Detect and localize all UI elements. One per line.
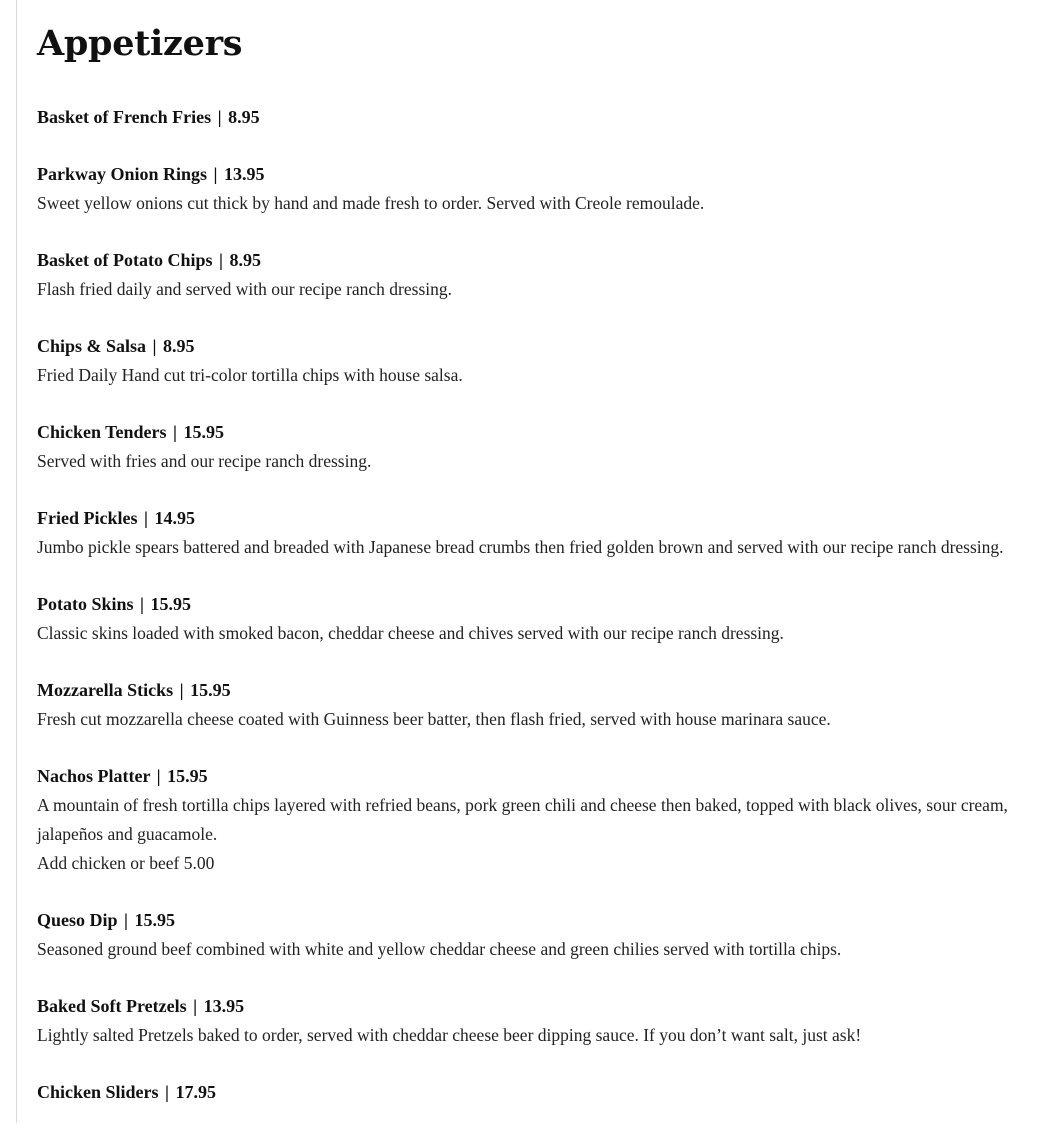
menu-item-name: Chips & Salsa bbox=[37, 336, 147, 356]
menu-item-price: 17.95 bbox=[175, 1082, 216, 1102]
menu-item bbox=[37, 418, 1027, 476]
menu-item bbox=[37, 160, 1027, 218]
menu-item bbox=[37, 103, 1027, 132]
menu-item-heading bbox=[37, 246, 1027, 275]
menu-item-name: Chicken Sliders bbox=[37, 1082, 159, 1102]
menu-item-price: 8.95 bbox=[229, 250, 261, 270]
menu-item-price: 8.95 bbox=[163, 336, 195, 356]
menu-item-description: Seasoned ground beef combined with white and yellow cheddar cheese and green chilies served with tortilla chips. bbox=[37, 939, 842, 959]
menu-item-name: Queso Dip bbox=[37, 910, 118, 930]
menu-item-name: Fried Pickles bbox=[37, 508, 138, 528]
menu-item bbox=[37, 762, 1027, 878]
menu-item-price: 15.95 bbox=[167, 766, 208, 786]
price-separator: | bbox=[124, 910, 128, 930]
price-separator: | bbox=[165, 1082, 169, 1102]
menu-item bbox=[37, 676, 1027, 734]
menu-item-name: Baked Soft Pretzels bbox=[37, 996, 187, 1016]
price-separator: | bbox=[140, 594, 144, 614]
price-separator: | bbox=[217, 107, 222, 127]
menu-item-price: 15.95 bbox=[150, 594, 191, 614]
price-separator: | bbox=[143, 508, 148, 528]
menu-item-heading bbox=[37, 590, 1027, 619]
price-separator: | bbox=[156, 766, 161, 786]
price-separator: | bbox=[173, 422, 178, 442]
menu-item-price: 8.95 bbox=[228, 107, 260, 127]
menu-item-heading bbox=[37, 992, 1027, 1021]
menu-item-heading bbox=[37, 1078, 1027, 1107]
menu-item-description: Served with fries and our recipe ranch dressing. bbox=[37, 451, 372, 471]
menu-item bbox=[37, 906, 1027, 964]
menu-item-heading bbox=[37, 906, 1027, 935]
menu-item-description: A mountain of fresh tortilla chips layered with refried beans, pork green chili and cheese then baked, topped with black olives, sour cream, jalapeños and guacamole. bbox=[37, 795, 1008, 844]
menu-item-description: Fresh cut mozzarella cheese coated with Guinness beer batter, then flash fried, served with house marinara sauce. bbox=[37, 709, 831, 729]
menu-item-price: 15.95 bbox=[134, 910, 175, 930]
menu-item-name: Mozzarella Sticks bbox=[37, 680, 174, 700]
menu-item-description: Lightly salted Pretzels baked to order, served with cheddar cheese beer dipping sauce. If you don’t want salt, just ask! bbox=[37, 1025, 862, 1045]
menu-item-description: Classic skins loaded with smoked bacon, cheddar cheese and chives served with our recipe ranch dressing. bbox=[37, 623, 784, 643]
menu-item-price: 14.95 bbox=[154, 508, 195, 528]
price-separator: | bbox=[213, 164, 218, 184]
menu-item-price: 15.95 bbox=[190, 680, 231, 700]
menu-item bbox=[37, 504, 1027, 562]
menu-item bbox=[37, 246, 1027, 304]
menu-item-description: Sweet yellow onions cut thick by hand and made fresh to order. Served with Creole remoulade. bbox=[37, 193, 705, 213]
menu-item-heading bbox=[37, 676, 1027, 705]
price-separator: | bbox=[193, 996, 198, 1016]
menu-item-heading bbox=[37, 332, 1027, 361]
menu-item-price: 13.95 bbox=[224, 164, 265, 184]
menu-item-description: Jumbo pickle spears battered and breaded with Japanese bread crumbs then fried golden brown and served with our recipe ranch dressing. bbox=[37, 537, 1004, 557]
menu-item-name: Basket of French Fries bbox=[37, 107, 212, 127]
menu-item-name: Potato Skins bbox=[37, 594, 134, 614]
price-separator: | bbox=[152, 336, 157, 356]
menu-item bbox=[37, 590, 1027, 648]
menu-item-heading bbox=[37, 762, 1027, 791]
menu-item-price: 15.95 bbox=[183, 422, 225, 442]
menu-item-heading bbox=[37, 160, 1027, 189]
menu-item-name: Nachos Platter bbox=[37, 766, 151, 786]
menu-item-list bbox=[37, 103, 1027, 1135]
page-left-border bbox=[16, 0, 17, 1123]
price-separator: | bbox=[179, 680, 184, 700]
menu-item bbox=[37, 992, 1027, 1050]
section-title: Appetizers bbox=[37, 23, 243, 64]
menu-item-heading bbox=[37, 418, 1027, 447]
menu-item-name: Parkway Onion Rings bbox=[37, 164, 208, 184]
menu-item bbox=[37, 332, 1027, 390]
price-separator: | bbox=[219, 250, 223, 270]
menu-item-description: Add chicken or beef 5.00 bbox=[37, 853, 215, 873]
menu-item bbox=[37, 1078, 1027, 1107]
menu-item-description: Flash fried daily and served with our recipe ranch dressing. bbox=[37, 279, 453, 299]
menu-item-heading bbox=[37, 103, 1027, 132]
menu-item-name: Chicken Tenders bbox=[37, 422, 167, 442]
menu-item-price: 13.95 bbox=[203, 996, 245, 1016]
menu-item-description: Fried Daily Hand cut tri-color tortilla chips with house salsa. bbox=[37, 365, 463, 385]
menu-item-name: Basket of Potato Chips bbox=[37, 250, 213, 270]
menu-item-heading bbox=[37, 504, 1027, 533]
